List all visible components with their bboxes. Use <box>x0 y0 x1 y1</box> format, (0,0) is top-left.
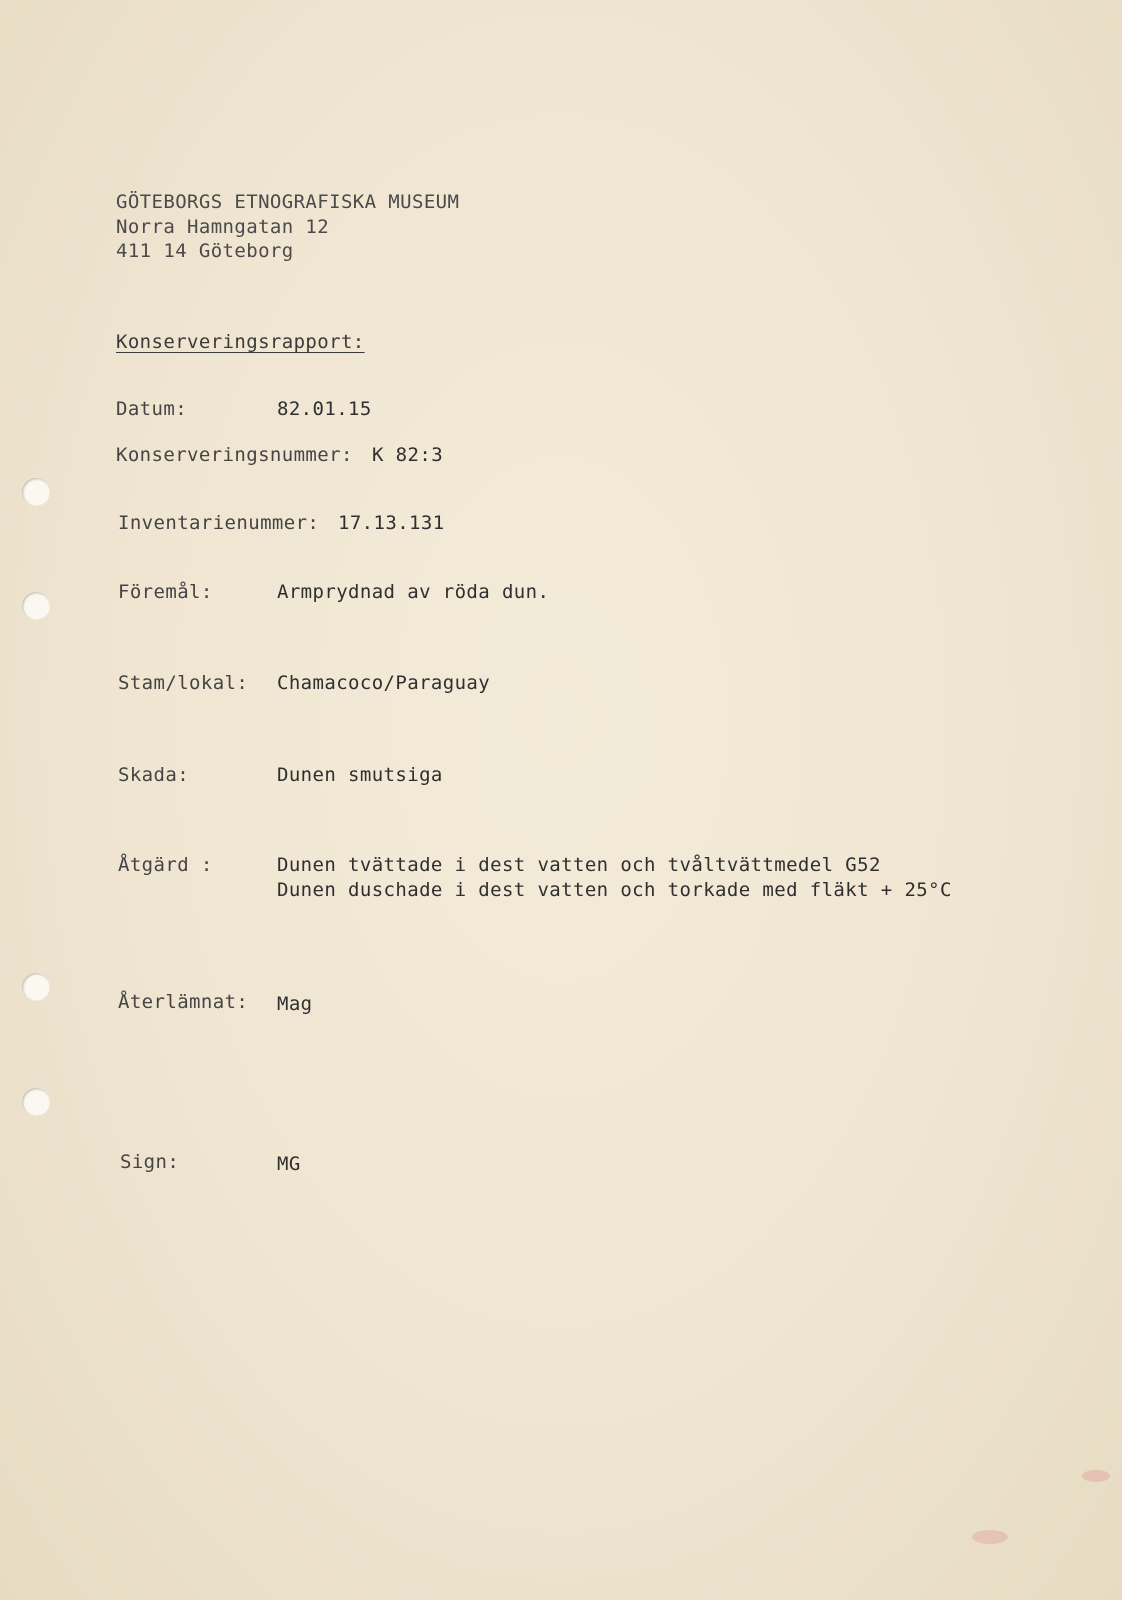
konserveringsnummer-label: Konserveringsnummer: <box>116 444 353 466</box>
atgard-line-2: Dunen duschade i dest vatten och torkade med fläkt + 25°C <box>277 879 952 901</box>
punch-hole-3 <box>22 973 50 1001</box>
stam-value: Chamacoco/Paraguay <box>277 672 491 694</box>
aterlamnat-value: Mag <box>277 993 313 1015</box>
punch-hole-4 <box>22 1088 50 1116</box>
sign-label: Sign: <box>120 1151 180 1173</box>
paper-stain <box>972 1530 1008 1544</box>
museum-name: GÖTEBORGS ETNOGRAFISKA MUSEUM <box>116 191 460 213</box>
aterlamnat-label: Återlämnat: <box>118 991 249 1013</box>
foremal-value: Armprydnad av röda dun. <box>277 581 550 603</box>
museum-city: 411 14 Göteborg <box>116 240 294 262</box>
skada-label: Skada: <box>118 764 190 786</box>
report-title: Konserveringsrapport: <box>116 331 365 353</box>
inventarienummer-value: 17.13.131 <box>338 512 445 534</box>
datum-label: Datum: <box>116 398 188 420</box>
konserveringsnummer-value: K 82:3 <box>372 444 444 466</box>
punch-hole-1 <box>22 478 50 506</box>
skada-value: Dunen smutsiga <box>277 764 443 786</box>
foremal-label: Föremål: <box>118 581 213 603</box>
datum-value: 82.01.15 <box>277 398 372 420</box>
stam-label: Stam/lokal: <box>118 672 249 694</box>
museum-street: Norra Hamngatan 12 <box>116 216 330 238</box>
sign-value: MG <box>277 1153 301 1175</box>
inventarienummer-label: Inventarienummer: <box>118 512 320 534</box>
atgard-label: Åtgärd : <box>118 854 213 876</box>
paper-stain <box>1082 1470 1110 1482</box>
punch-hole-2 <box>22 592 50 620</box>
atgard-line-1: Dunen tvättade i dest vatten och tvåltvättmedel G52 <box>277 854 881 876</box>
